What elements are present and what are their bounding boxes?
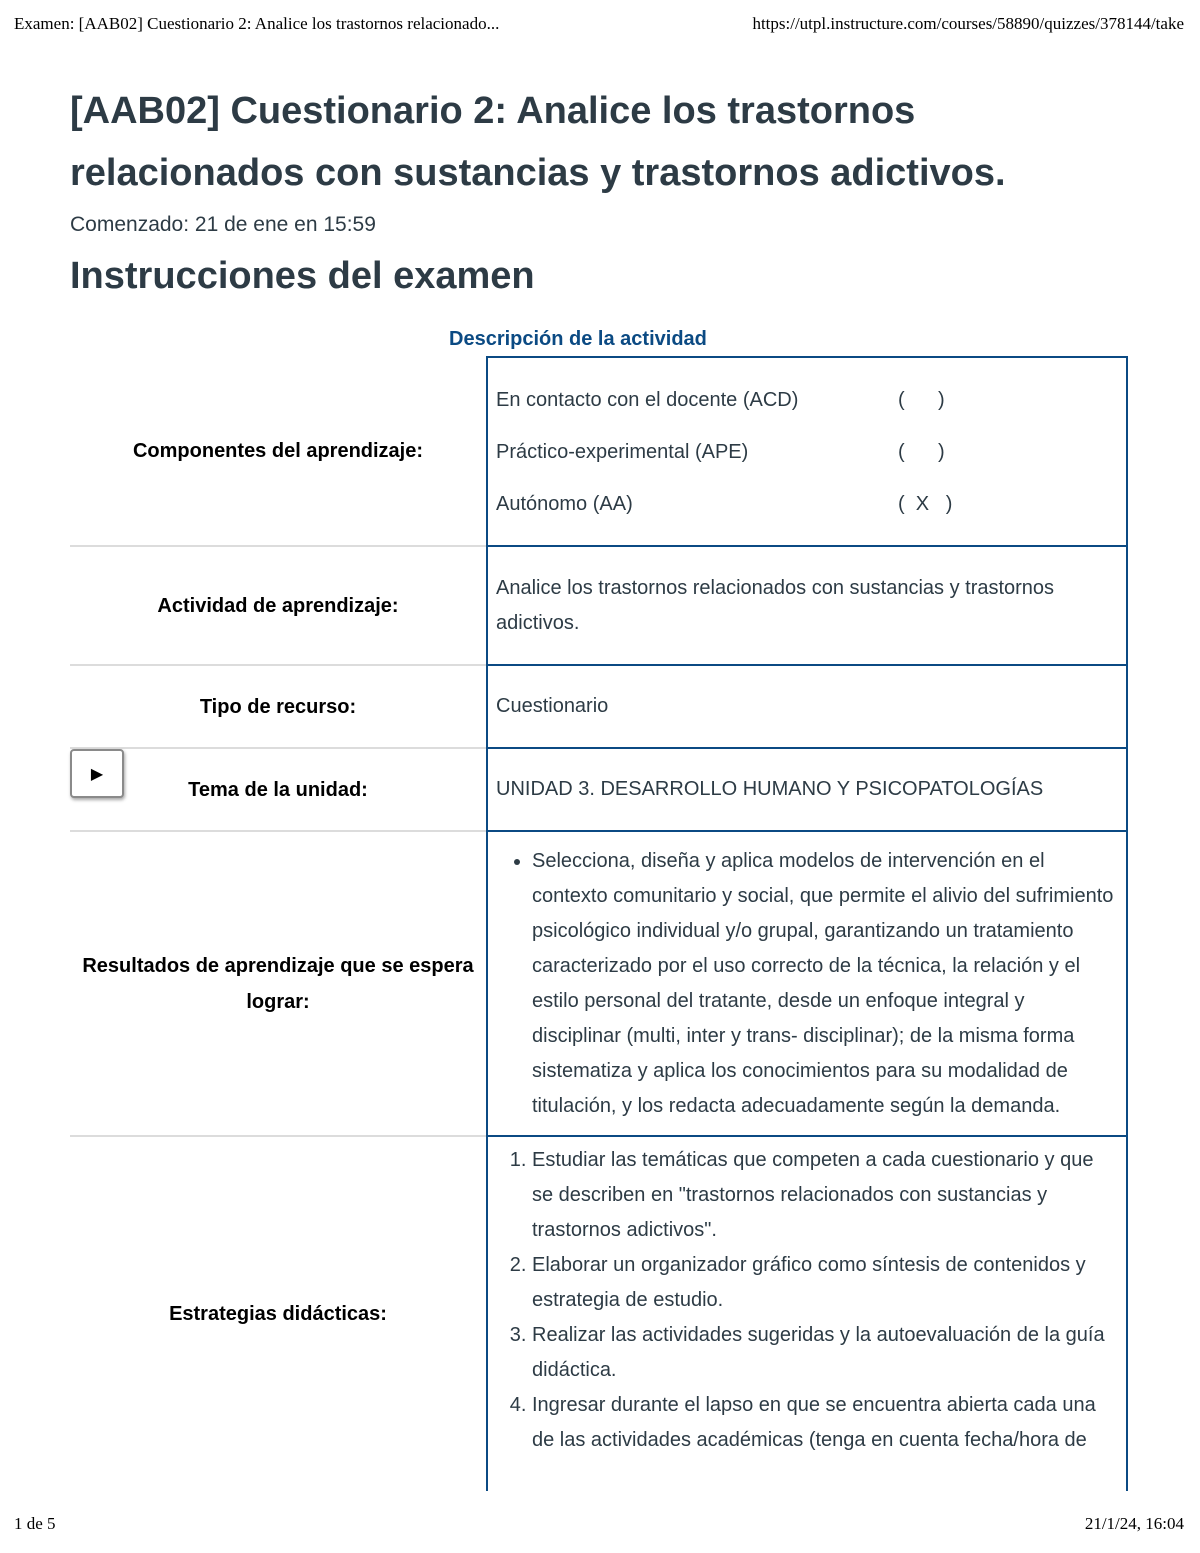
component-name: Autónomo (AA)	[496, 492, 633, 515]
activity-label: Actividad de aprendizaje:	[70, 546, 487, 665]
list-item: 4. Ingresar durante el lapso en que se encuentra abierta cada una de las actividades académicas (tenga en cuenta fecha/hora de	[532, 1388, 1118, 1458]
strategies-value	[487, 1136, 1127, 1491]
quiz-started-time: Comenzado: 21 de ene en 15:59	[70, 213, 376, 236]
instructions-heading: Instrucciones del examen	[70, 255, 535, 297]
list-item: 2. Elaborar un organizador gráfico como síntesis de contenidos y estrategia de estudio.	[532, 1248, 1118, 1318]
print-header-title: Examen: [AAB02] Cuestionario 2: Analice los trastornos relacionado...	[14, 14, 500, 33]
unit-value: UNIDAD 3. DESARROLLO HUMANO Y PSICOPATOLOGÍAS	[487, 748, 1127, 831]
component-mark: ( X )	[898, 492, 953, 515]
strategies-label: Estrategias didácticas:	[70, 1136, 487, 1491]
component-acd	[496, 374, 1118, 426]
component-ape	[496, 426, 1118, 478]
component-name: En contacto con el docente (ACD)	[496, 388, 799, 411]
list-item: 1. Estudiar las temáticas que competen a cada cuestionario y que se describen en "trastornos relacionados con sustancias y trastornos adictivos".	[532, 1143, 1118, 1248]
component-mark: ( )	[898, 440, 945, 463]
strategies-list	[496, 1143, 1118, 1458]
strategies-row	[70, 1136, 1127, 1491]
print-header-url[interactable]: https://utpl.instructure.com/courses/58890/quizzes/378144/take	[752, 14, 1184, 33]
quiz-title: [AAB02] Cuestionario 2: Analice los trastornos relacionados con sustancias y trastornos adictivos.	[70, 90, 1006, 194]
resource-value: Cuestionario	[487, 665, 1127, 748]
activity-description-table	[70, 356, 1128, 1491]
component-mark: ( )	[898, 388, 945, 411]
activity-row	[70, 546, 1127, 665]
unit-row	[70, 748, 1127, 831]
resource-row	[70, 665, 1127, 748]
components-value	[487, 357, 1127, 546]
list-item: • Selecciona, diseña y aplica modelos de intervención en el contexto comunitario y social, que permite el alivio del sufrimiento psicológico individual y/o grupal, garantizando un tratamiento caracterizado por el uso correcto de la técnica, la relación y el estilo personal del tratante, desde un enfoque integral y disciplinar (multi, inter y trans- disciplinar); de la misma forma sistematiza y aplica los conocimientos para su modalidad de titulación, y los redacta adecuadamente según la demanda.	[532, 844, 1118, 1124]
component-aa	[496, 478, 1118, 530]
play-icon: ▶	[90, 765, 104, 783]
results-list	[496, 844, 1118, 1124]
components-label: Componentes del aprendizaje:	[132, 440, 424, 462]
quiz-content	[70, 80, 1130, 1491]
results-value	[487, 831, 1127, 1136]
components-row	[70, 357, 1127, 546]
component-name: Práctico-experimental (APE)	[496, 440, 749, 463]
print-footer-page: 1 de 5	[14, 1514, 56, 1533]
resource-label: Tipo de recurso:	[70, 665, 487, 748]
results-label: Resultados de aprendizaje que se espera lograr:	[70, 831, 487, 1136]
activity-table-title: Descripción de la actividad	[449, 328, 707, 350]
activity-value: Analice los trastornos relacionados con sustancias y trastornos adictivos.	[487, 546, 1127, 665]
print-footer-datetime: 21/1/24, 16:04	[1084, 1514, 1184, 1533]
results-row	[70, 831, 1127, 1136]
unit-label: Tema de la unidad:	[70, 748, 487, 831]
list-item: 3. Realizar las actividades sugeridas y la autoevaluación de la guía didáctica.	[532, 1318, 1118, 1388]
media-play-button[interactable]	[70, 749, 124, 798]
